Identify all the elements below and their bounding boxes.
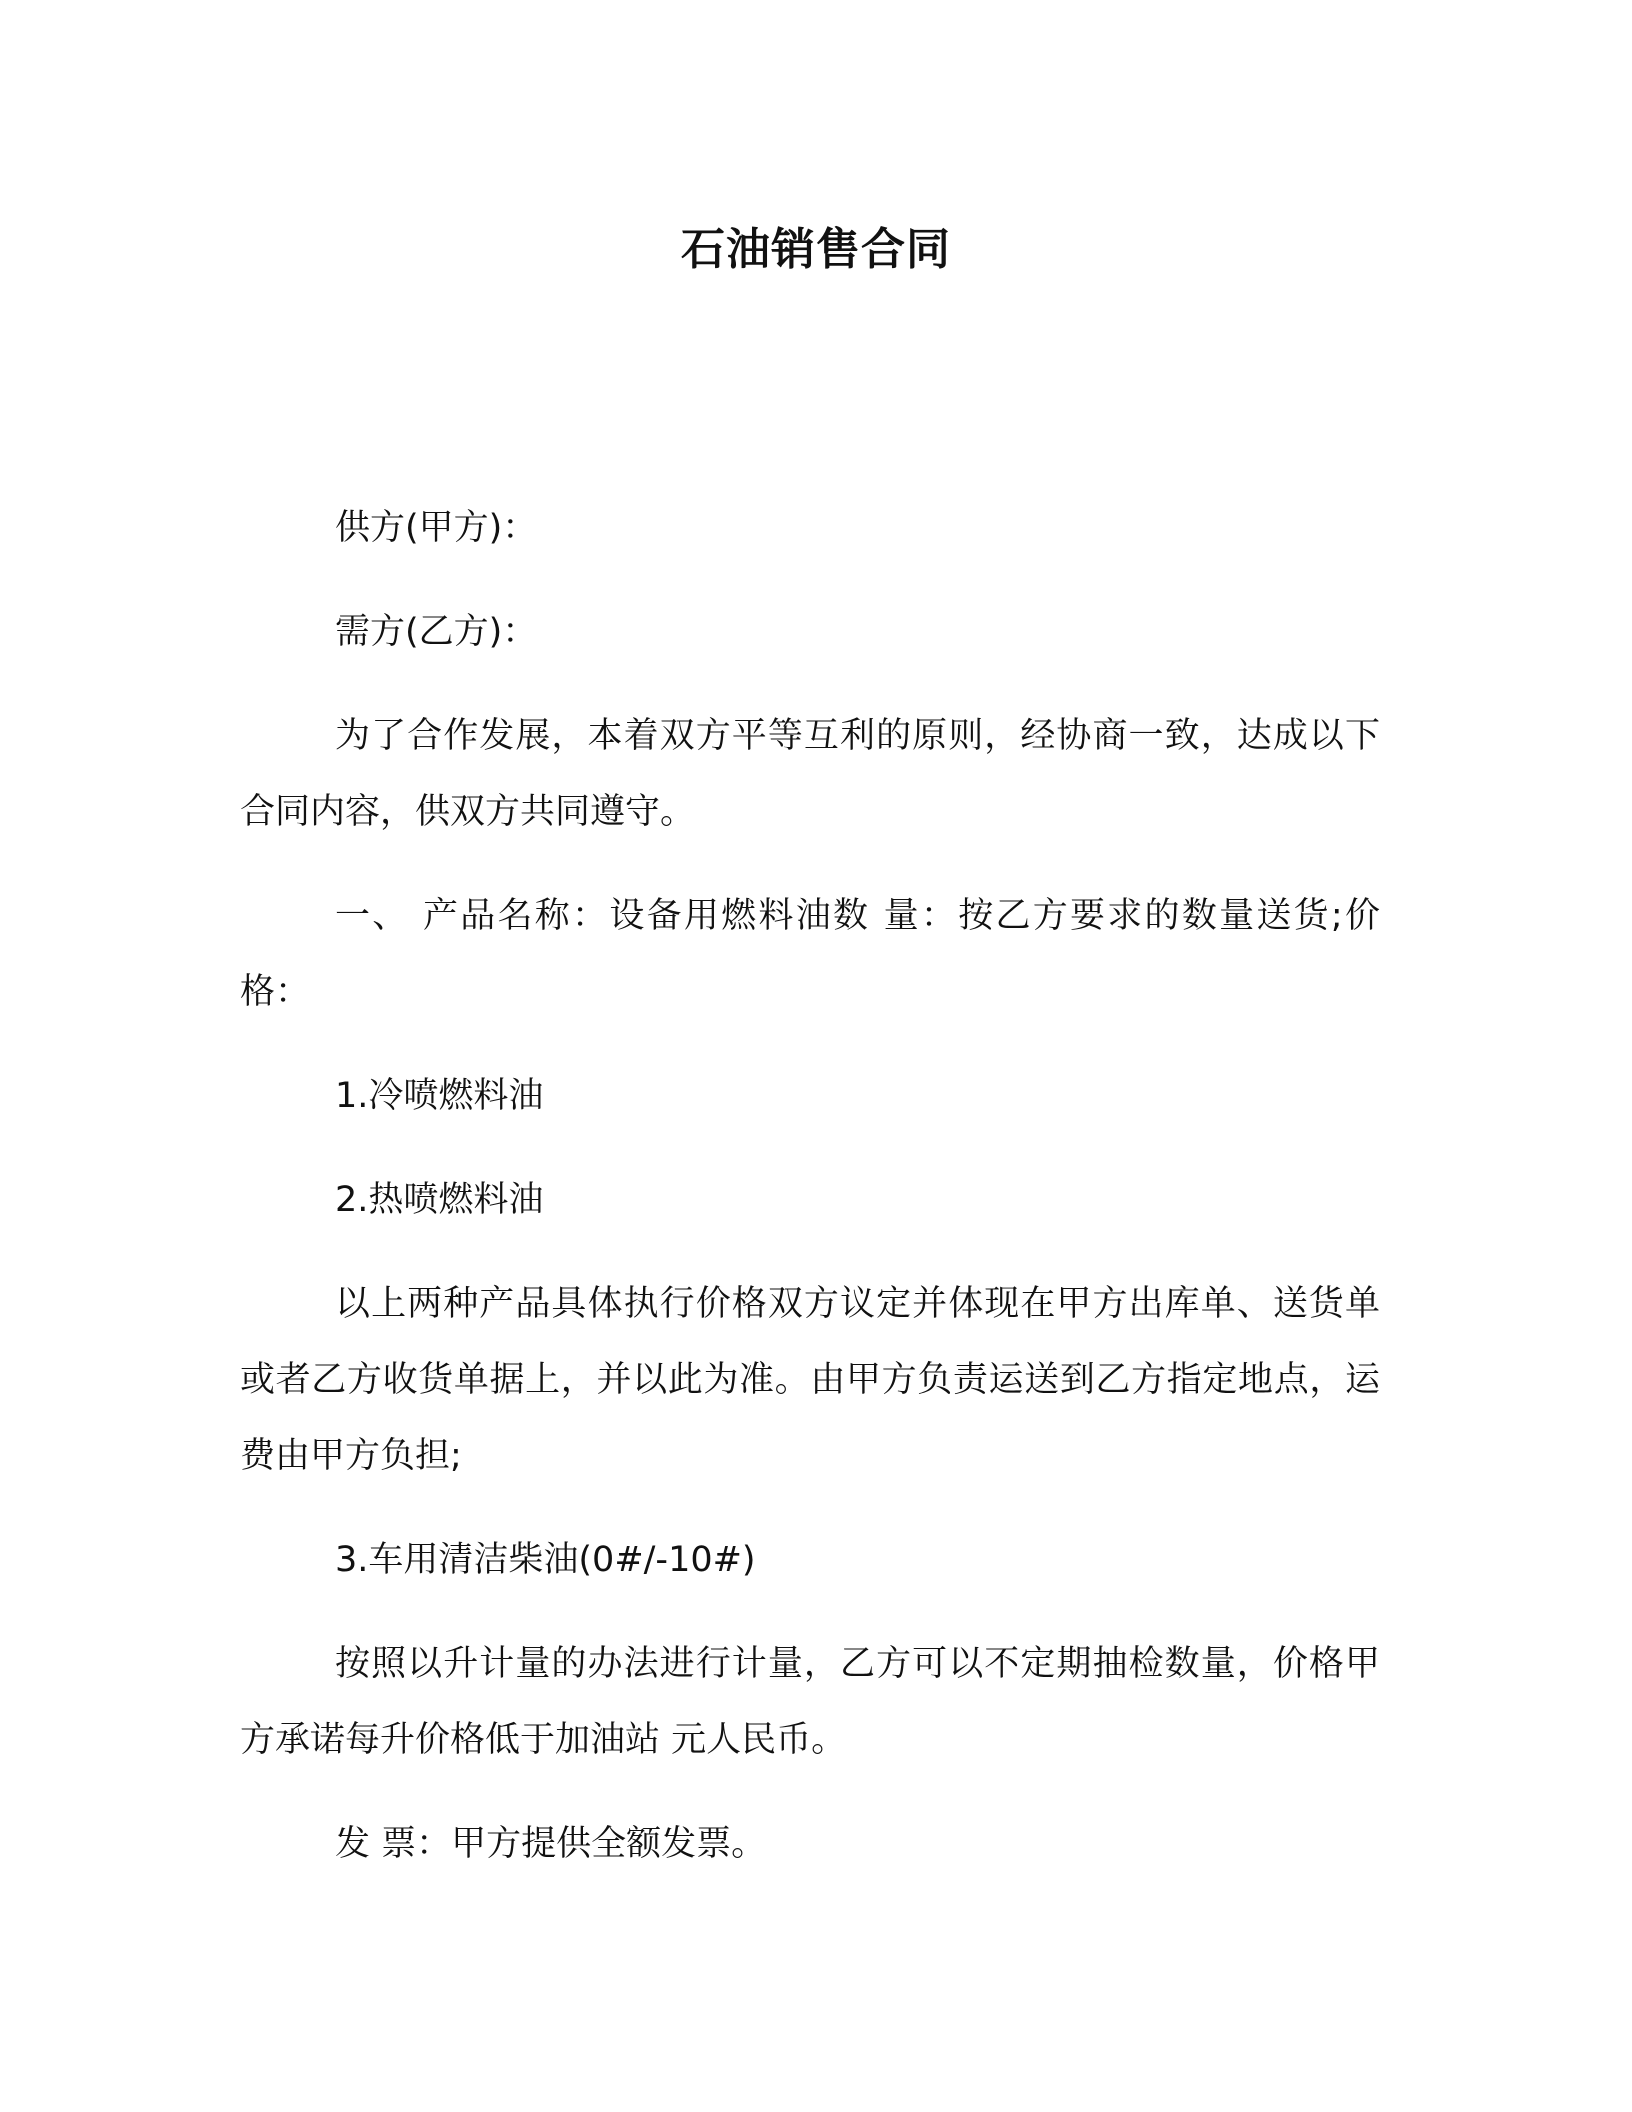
party-b-line: 需方(乙方)： bbox=[335, 612, 538, 652]
party-a-line: 供方(甲方)： bbox=[335, 508, 538, 548]
document-title: 石油销售合同 bbox=[681, 224, 951, 275]
clause-1-product: 一、 产品名称：设备用燃料油数 量：按乙方要求的数量送货;价格： bbox=[240, 896, 1380, 1012]
product-item-3: 3.车用清洁柴油(0#/-10#) bbox=[335, 1540, 756, 1580]
document-body bbox=[240, 490, 1380, 1882]
preamble-paragraph: 为了合作发展，本着双方平等互利的原则，经协商一致，达成以下合同内容，供双方共同遵守。 bbox=[240, 716, 1380, 832]
product-item-2: 2.热喷燃料油 bbox=[335, 1180, 544, 1220]
invoice-paragraph: 发 票：甲方提供全额发票。 bbox=[335, 1824, 767, 1864]
pricing-delivery-paragraph: 以上两种产品具体执行价格双方议定并体现在甲方出库单、送货单或者乙方收货单据上，并以此为准。由甲方负责运送到乙方指定地点，运费由甲方负担; bbox=[240, 1284, 1380, 1476]
product-item-1: 1.冷喷燃料油 bbox=[335, 1076, 544, 1116]
measurement-paragraph: 按照以升计量的办法进行计量，乙方可以不定期抽检数量，价格甲方承诺每升价格低于加油站 元人民币。 bbox=[240, 1644, 1380, 1760]
